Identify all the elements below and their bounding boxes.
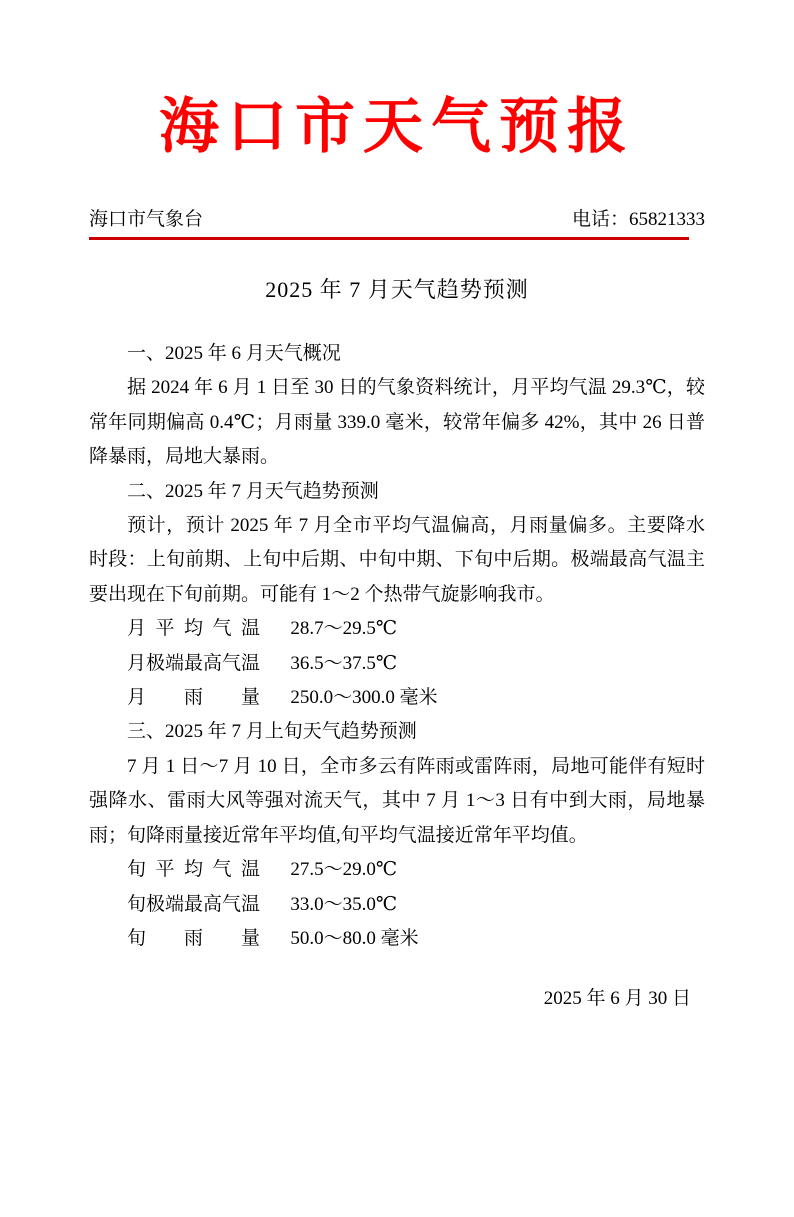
spec-label: 旬平均气温 — [127, 859, 260, 881]
section-3-heading: 三、2025 年 7 月上旬天气趋势预测 — [127, 721, 417, 743]
spec-label: 月极端最高气温 — [127, 652, 261, 674]
spec-label: 旬极端最高气温 — [127, 893, 261, 915]
spec-value: 33.0～35.0℃ — [290, 893, 398, 915]
spec-value: 50.0～80.0 毫米 — [290, 927, 419, 949]
spec-value: 27.5～29.0℃ — [290, 859, 398, 881]
spec-label: 月雨量 — [127, 687, 260, 709]
forecast-subtitle: 2025 年 7 月天气趋势预测 — [265, 277, 529, 302]
issuer-name: 海口市气象台 — [89, 209, 204, 230]
spec-value: 250.0～300.0 毫米 — [290, 687, 438, 709]
spec-row-monthly-rainfall — [89, 681, 705, 715]
document-body — [89, 337, 705, 956]
issue-date: 2025 年 6 月 30 日 — [543, 988, 691, 1010]
spec-row-tenday-mean-temp — [89, 853, 705, 887]
document-title: 海口市天气预报 — [159, 94, 635, 160]
spec-value: 36.5～37.5℃ — [290, 652, 398, 674]
letterhead-rule — [89, 237, 689, 240]
spec-label: 月平均气温 — [127, 618, 260, 640]
section-1-paragraph: 据 2024 年 6 月 1 日至 30 日的气象资料统计，月平均气温 29.3℃，较常年同期偏高 0.4℃；月雨量 339.0 毫米，较常年偏多 42%，其中 26 日普降暴雨，局地大暴雨。 — [89, 377, 705, 468]
section-3-paragraph: 7 月 1 日～7 月 10 日，全市多云有阵雨或雷阵雨，局地可能伴有短时强降水、雷雨大风等强对流天气，其中 7 月 1～3 日有中到大雨，局地暴雨；旬降雨量接近常年平均值,旬平均气温接近常年平均值。 — [89, 755, 705, 846]
section-2-paragraph: 预计，预计 2025 年 7 月全市平均气温偏高，月雨量偏多。主要降水时段：上旬前期、上旬中后期、中旬中期、下旬中后期。极端最高气温主要出现在下旬前期。可能有 1～2 个热带气旋影响我市。 — [89, 515, 705, 605]
spec-value: 28.7～29.5℃ — [290, 618, 398, 640]
spec-row-monthly-extreme-max-temp — [89, 647, 705, 681]
section-2-heading: 二、2025 年 7 月天气趋势预测 — [127, 480, 379, 502]
spec-row-tenday-rainfall — [89, 922, 705, 956]
spec-label: 旬雨量 — [127, 927, 260, 949]
letterhead-row — [89, 208, 705, 231]
section-1-heading: 一、2025 年 6 月天气概况 — [127, 343, 341, 364]
spec-row-monthly-mean-temp — [89, 612, 705, 646]
spec-row-tenday-extreme-max-temp — [89, 888, 705, 922]
document-page — [0, 94, 794, 1217]
phone-number: 电话：65821333 — [571, 209, 705, 230]
